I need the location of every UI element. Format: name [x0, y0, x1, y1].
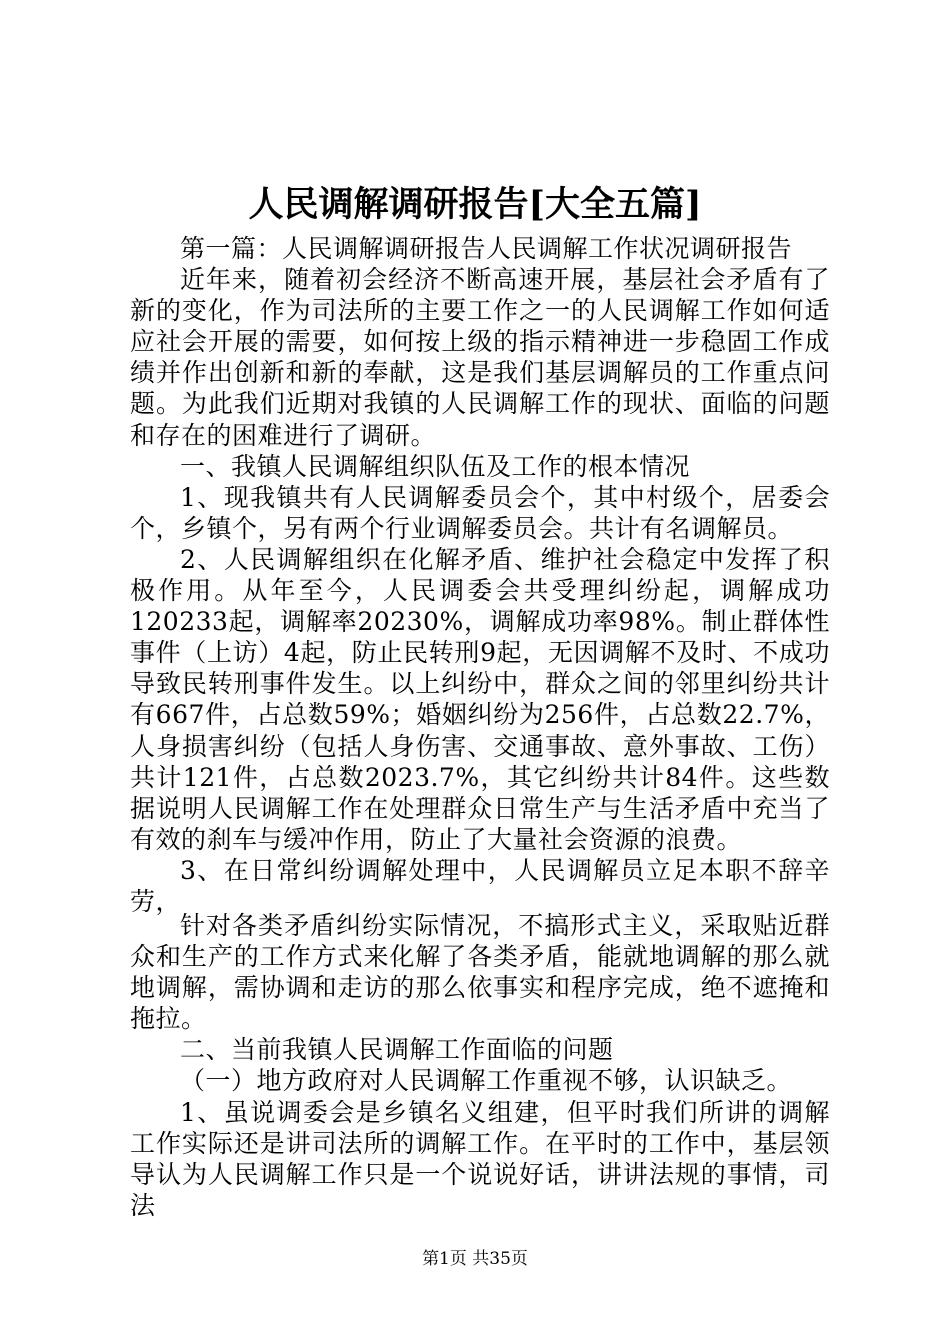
document-title: 人民调解调研报告[大全五篇] [248, 184, 702, 225]
subsection-heading-government: （一）地方政府对人民调解工作重视不够，认识缺乏。 [180, 1066, 793, 1096]
paragraph-item-1: 1、现我镇共有人民调解委员会个，其中村级个，居委会个，乡镇个，另有两个行业调解委员会。共计有名调解员。 [130, 482, 830, 543]
section-heading-part-one: 第一篇：人民调解调研报告人民调解工作状况调研报告 [180, 234, 793, 263]
page-footer: 第1页 共35页 [422, 1249, 528, 1269]
paragraph-item-3-continued: 针对各类矛盾纠纷实际情况，不搞形式主义，采取贴近群众和生产的工作方式来化解了各类矛盾，能就地调解的那么就地调解，需协调和走访的那么依事实和程序完成，绝不遮掩和拖拉。 [130, 911, 830, 1034]
section-heading-problems: 二、当前我镇人民调解工作面临的问题 [180, 1035, 614, 1065]
paragraph-item-2: 2、人民调解组织在化解矛盾、维护社会稳定中发挥了积极作用。从年至今，人民调委会共受理纠纷起，调解成功120233起，调解率20230%，调解成功率98%。制止群体性事件（上访）4起，防止民转刑9起，无因调解不及时、不成功导致民转刑事件发生。以上纠纷中，群众之间的邻里纠纷共计有667件，占总数59%；婚姻纠纷为256件，占总数22.7%，人身损害纠纷（包括人身伤害、交通事故、意外事故、工伤）共计121件，占总数2023.7%，其它纠纷共计84件。这些数据说明人民调解工作在处理群众日常生产与生活矛盾中充当了有效的刹车与缓冲作用，防止了大量社会资源的浪费。 [130, 544, 830, 854]
document-body-part2 [130, 910, 830, 1221]
paragraph-item-3-start: 3、在日常纠纷调解处理中，人民调解员立足本职不辞辛劳， [130, 855, 830, 916]
section-heading-basic-situation: 一、我镇人民调解组织队伍及工作的根本情况 [180, 451, 691, 481]
paragraph-intro: 近年来，随着初会经济不断高速开展，基层社会矛盾有了新的变化，作为司法所的主要工作之一的人民调解工作如何适应社会开展的需要，如何按上级的指示精神进一步稳固工作成绩并作出创新和新的奉献，这是我们基层调解员的工作重点问题。为此我们近期对我镇的人民调解工作的现状、面临的问题和存在的困难进行了调研。 [130, 265, 830, 450]
document-body-part1 [130, 233, 830, 917]
paragraph-problem-item-1: 1、虽说调委会是乡镇名义组建，但平时我们所讲的调解工作实际还是讲司法所的调解工作。在平时的工作中，基层领导认为人民调解工作只是一个说说好话，讲讲法规的事情，司法 [130, 1097, 830, 1220]
